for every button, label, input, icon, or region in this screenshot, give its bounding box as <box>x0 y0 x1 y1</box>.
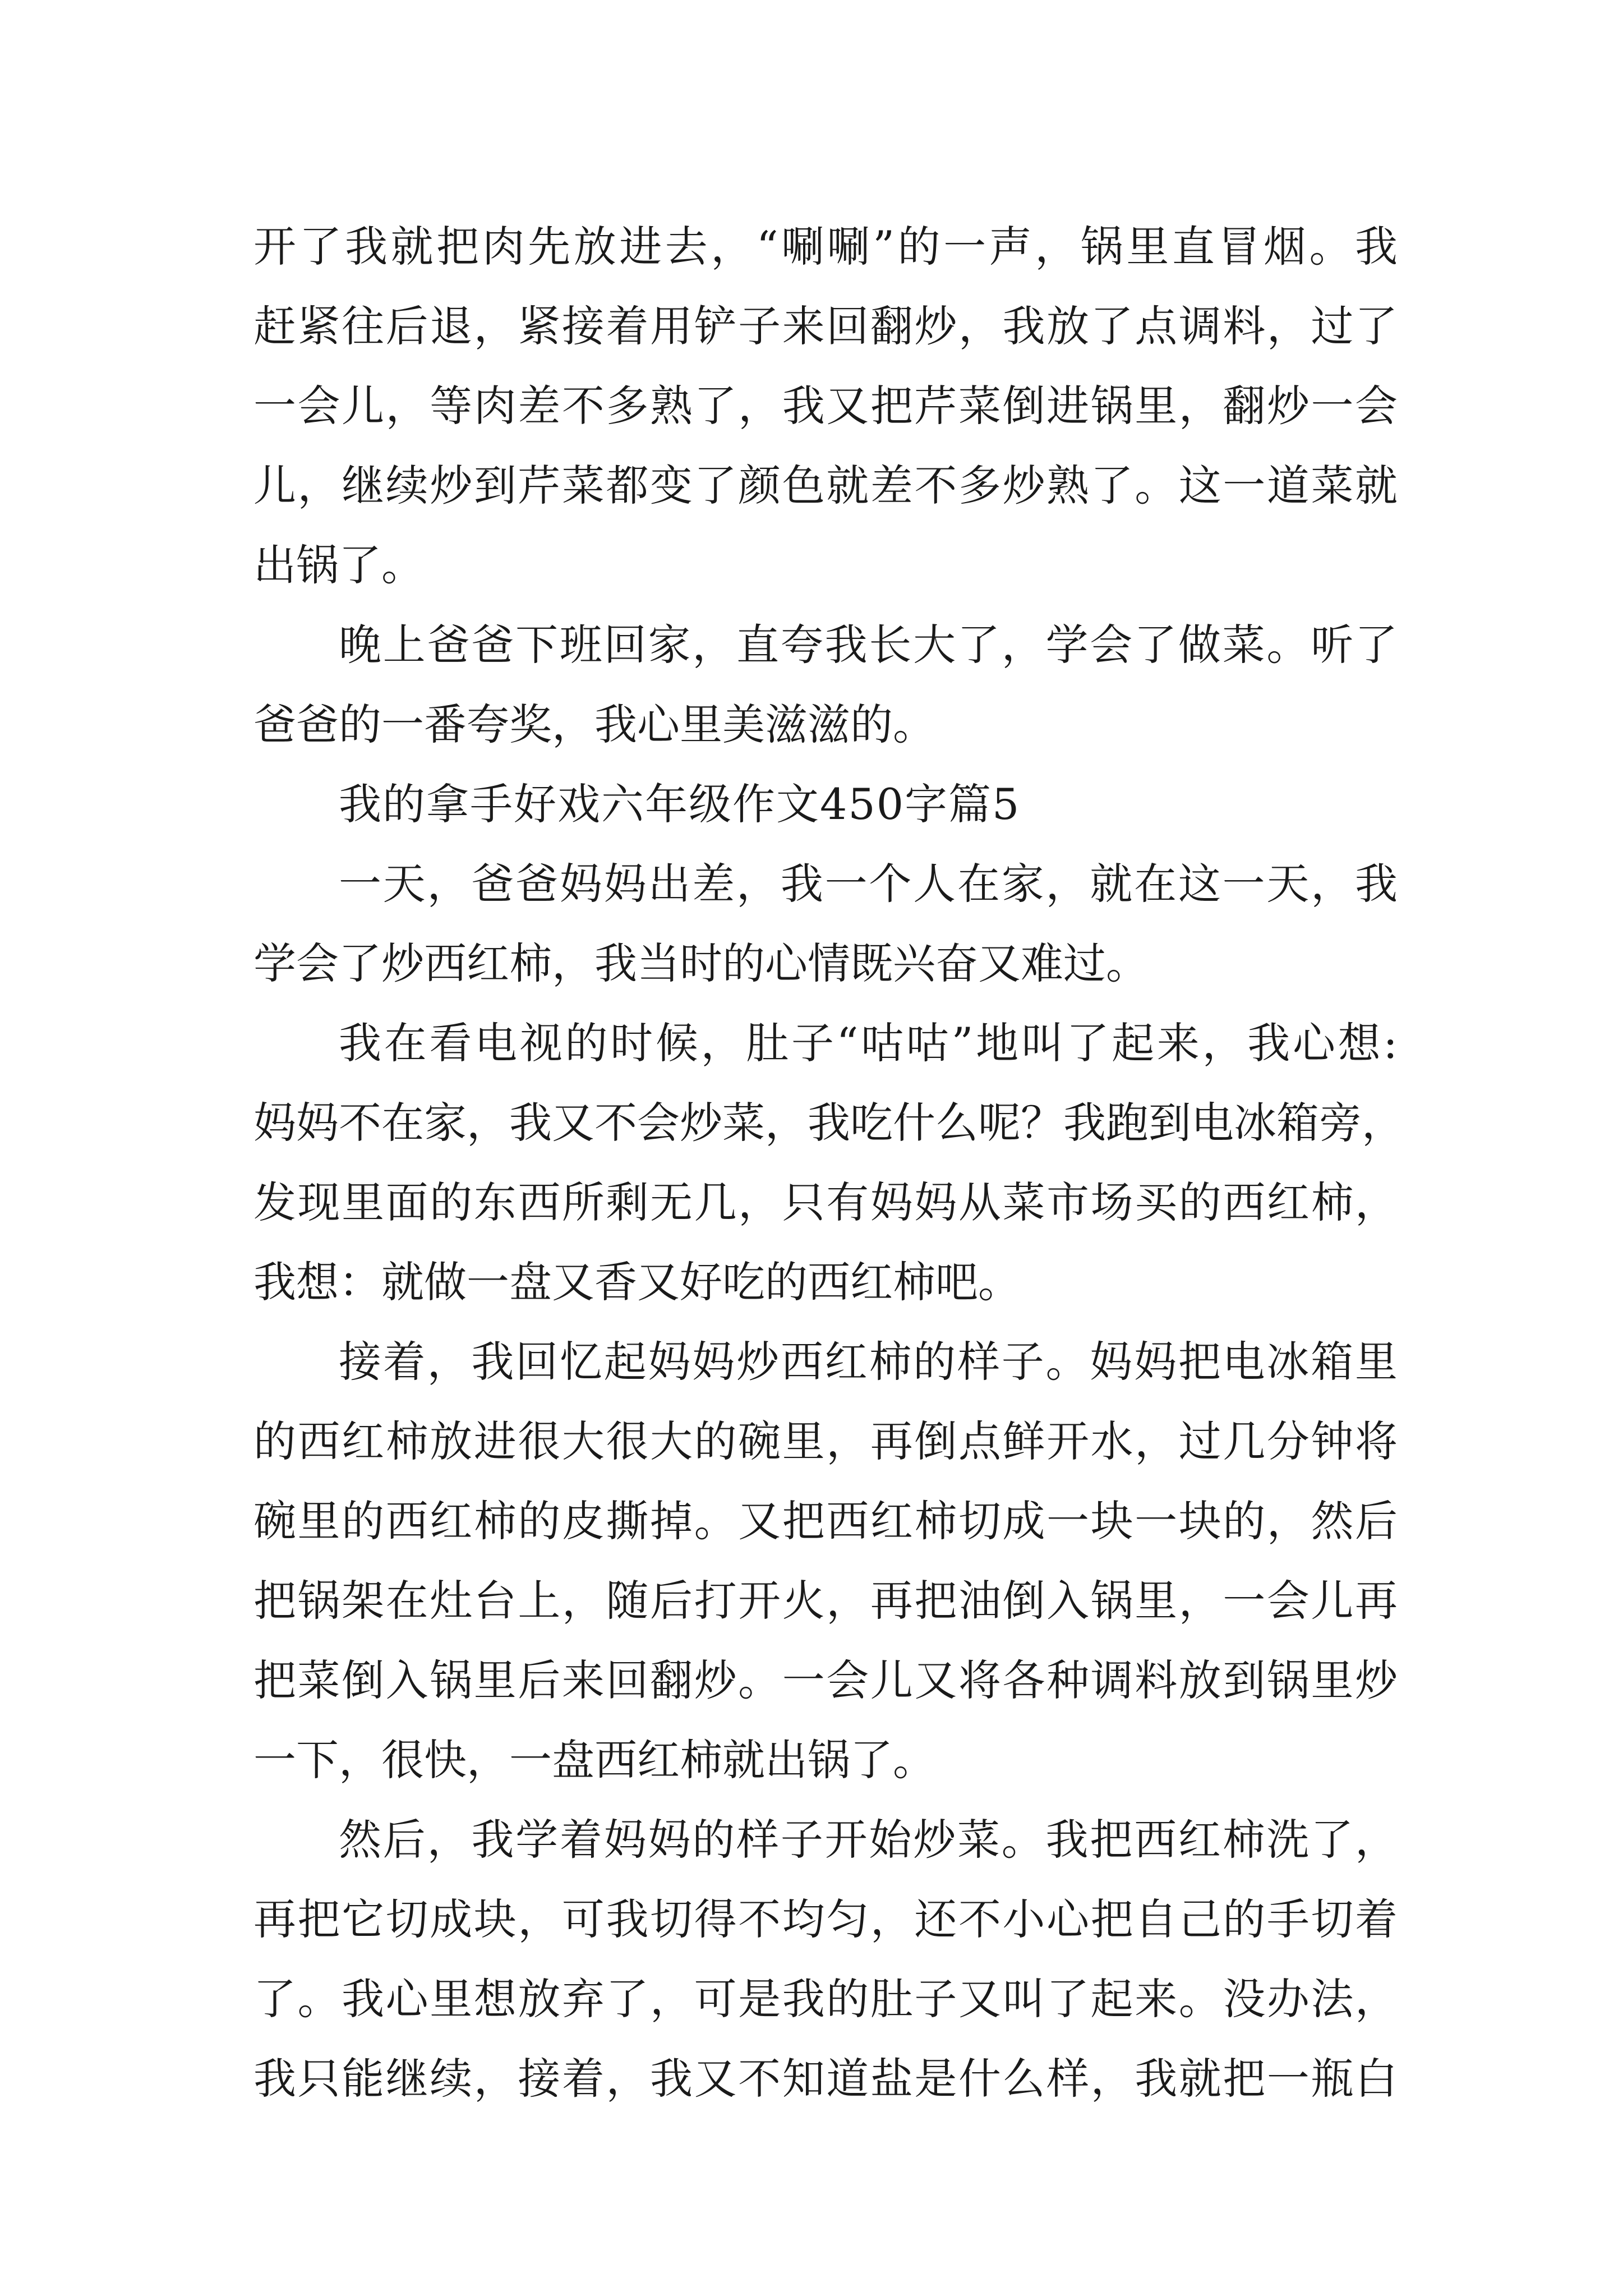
text-line: 碗里的西红柿的皮撕掉。又把西红柿切成一块一块的，然后 <box>253 1496 1398 1546</box>
text-line: 了。我心里想放弃了，可是我的肚子又叫了起来。没办法， <box>253 1974 1398 2024</box>
text-line: 我只能继续，接着，我又不知道盐是什么样，我就把一瓶白 <box>253 2054 1398 2104</box>
text-line: 一会儿，等肉差不多熟了，我又把芹菜倒进锅里，翻炒一会 <box>253 381 1398 431</box>
text-line: 爸爸的一番夸奖，我心里美滋滋的。 <box>253 700 935 749</box>
paragraph-first-line: 晚上爸爸下班回家，直夸我长大了，学会了做菜。听了 <box>339 620 1398 670</box>
text-line: 学会了炒西红柿，我当时的心情既兴奋又难过。 <box>253 938 1149 988</box>
text-line: 的西红柿放进很大很大的碗里，再倒点鲜开水，过几分钟将 <box>253 1416 1398 1466</box>
paragraph-first-line: 一天，爸爸妈妈出差，我一个人在家，就在这一天，我 <box>339 859 1398 909</box>
text-line: 我想：就做一盘又香又好吃的西红柿吧。 <box>253 1257 1021 1307</box>
text-line: 出锅了。 <box>253 540 424 590</box>
text-line: 赶紧往后退，紧接着用铲子来回翻炒，我放了点调料，过了 <box>253 301 1398 351</box>
text-line: 发现里面的东西所剩无几，只有妈妈从菜市场买的西红柿， <box>253 1177 1398 1227</box>
text-line: 开了我就把肉先放进去，“唰唰”的一声，锅里直冒烟。我 <box>253 222 1398 272</box>
paragraph-first-line: 接着，我回忆起妈妈炒西红柿的样子。妈妈把电冰箱里 <box>339 1337 1398 1387</box>
text-line: 把菜倒入锅里后来回翻炒。一会儿又将各种调料放到锅里炒 <box>253 1655 1398 1705</box>
text-line: 把锅架在灶台上，随后打开火，再把油倒入锅里，一会儿再 <box>253 1576 1398 1626</box>
text-line: 儿，继续炒到芹菜都变了颜色就差不多炒熟了。这一道菜就 <box>253 461 1398 510</box>
text-line: 妈妈不在家，我又不会炒菜，我吃什么呢？我跑到电冰箱旁， <box>253 1098 1404 1148</box>
paragraph-first-line: 我在看电视的时候，肚子“咕咕”地叫了起来，我心想: <box>339 1018 1398 1068</box>
text-line: 再把它切成块，可我切得不均匀，还不小心把自己的手切着 <box>253 1894 1398 1944</box>
paragraph-first-line: 然后，我学着妈妈的样子开始炒菜。我把西红柿洗了， <box>339 1815 1398 1865</box>
section-heading: 我的拿手好戏六年级作文450字篇5 <box>339 779 1021 829</box>
text-line: 一下，很快，一盘西红柿就出锅了。 <box>253 1735 935 1785</box>
